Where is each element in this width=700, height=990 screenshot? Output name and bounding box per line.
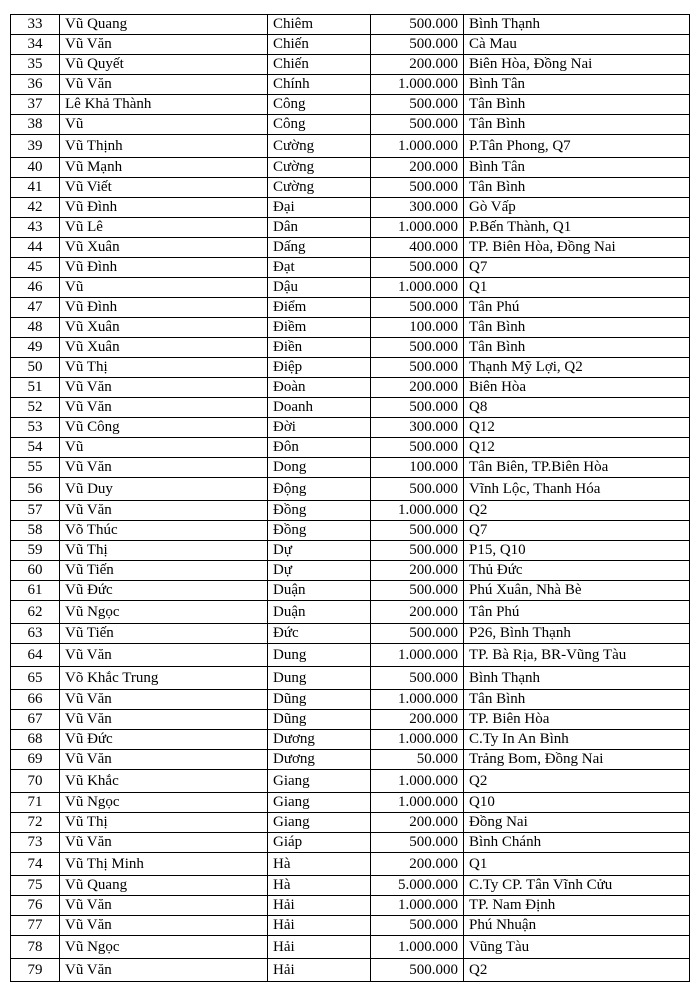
given-name-cell: Cường — [268, 158, 371, 178]
row-number-cell: 60 — [11, 561, 60, 581]
table-row — [11, 936, 690, 959]
address-cell: Thủ Đức — [464, 561, 690, 581]
table-row — [11, 298, 690, 318]
donation-amount-cell: 500.000 — [371, 15, 464, 35]
given-name-cell: Giang — [268, 770, 371, 793]
family-middle-name-cell: Vũ Duy — [60, 478, 268, 501]
table-row — [11, 418, 690, 438]
table-row — [11, 521, 690, 541]
address-cell: Bình Tân — [464, 158, 690, 178]
donation-amount-cell: 1.000.000 — [371, 730, 464, 750]
donation-amount-cell: 1.000.000 — [371, 793, 464, 813]
family-middle-name-cell: Vũ Văn — [60, 35, 268, 55]
table-row — [11, 115, 690, 135]
family-middle-name-cell: Vũ Công — [60, 418, 268, 438]
table-row — [11, 95, 690, 115]
donation-amount-cell: 200.000 — [371, 561, 464, 581]
table-row — [11, 15, 690, 35]
given-name-cell: Đạt — [268, 258, 371, 278]
given-name-cell: Đời — [268, 418, 371, 438]
address-cell: Q7 — [464, 521, 690, 541]
family-middle-name-cell: Vũ Tiến — [60, 624, 268, 644]
given-name-cell: Dấng — [268, 238, 371, 258]
donation-amount-cell: 200.000 — [371, 158, 464, 178]
family-middle-name-cell: Lê Khả Thành — [60, 95, 268, 115]
family-middle-name-cell: Vũ Xuân — [60, 318, 268, 338]
address-cell: Tân Bình — [464, 178, 690, 198]
address-cell: Tân Bình — [464, 690, 690, 710]
row-number-cell: 73 — [11, 833, 60, 853]
table-row — [11, 338, 690, 358]
address-cell: Tân Bình — [464, 338, 690, 358]
address-cell: Tân Bình — [464, 115, 690, 135]
given-name-cell: Đồng — [268, 501, 371, 521]
given-name-cell: Hải — [268, 936, 371, 959]
given-name-cell: Công — [268, 115, 371, 135]
given-name-cell: Duận — [268, 581, 371, 601]
row-number-cell: 57 — [11, 501, 60, 521]
table-row — [11, 55, 690, 75]
donation-amount-cell: 500.000 — [371, 298, 464, 318]
donation-amount-cell: 1.000.000 — [371, 690, 464, 710]
donation-amount-cell: 400.000 — [371, 238, 464, 258]
family-middle-name-cell: Vũ Văn — [60, 896, 268, 916]
table-row — [11, 438, 690, 458]
given-name-cell: Dương — [268, 750, 371, 770]
family-middle-name-cell: Vũ Quang — [60, 876, 268, 896]
row-number-cell: 35 — [11, 55, 60, 75]
row-number-cell: 62 — [11, 601, 60, 624]
address-cell: C.Ty CP. Tân Vĩnh Cửu — [464, 876, 690, 896]
address-cell: Thạnh Mỹ Lợi, Q2 — [464, 358, 690, 378]
given-name-cell: Đôn — [268, 438, 371, 458]
donation-amount-cell: 500.000 — [371, 398, 464, 418]
family-middle-name-cell: Vũ Đình — [60, 298, 268, 318]
given-name-cell: Điểm — [268, 298, 371, 318]
family-middle-name-cell: Vũ Văn — [60, 501, 268, 521]
table-row — [11, 158, 690, 178]
family-middle-name-cell: Vũ Ngọc — [60, 601, 268, 624]
family-middle-name-cell: Vũ Văn — [60, 75, 268, 95]
donation-amount-cell: 500.000 — [371, 258, 464, 278]
table-row — [11, 730, 690, 750]
row-number-cell: 76 — [11, 896, 60, 916]
donation-amount-cell: 500.000 — [371, 667, 464, 690]
given-name-cell: Hà — [268, 853, 371, 876]
donation-amount-cell: 500.000 — [371, 438, 464, 458]
address-cell: Tân Bình — [464, 318, 690, 338]
table-row — [11, 959, 690, 982]
row-number-cell: 55 — [11, 458, 60, 478]
address-cell: P.Bến Thành, Q1 — [464, 218, 690, 238]
table-row — [11, 398, 690, 418]
family-middle-name-cell: Vũ Đình — [60, 258, 268, 278]
family-middle-name-cell: Vũ Thị Minh — [60, 853, 268, 876]
donor-table-body — [11, 15, 690, 982]
address-cell: Q8 — [464, 398, 690, 418]
given-name-cell: Điềm — [268, 318, 371, 338]
address-cell: Gò Vấp — [464, 198, 690, 218]
address-cell: Bình Thạnh — [464, 667, 690, 690]
given-name-cell: Dương — [268, 730, 371, 750]
address-cell: Đồng Nai — [464, 813, 690, 833]
address-cell: TP. Bà Rịa, BR-Vũng Tàu — [464, 644, 690, 667]
table-row — [11, 876, 690, 896]
row-number-cell: 69 — [11, 750, 60, 770]
given-name-cell: Dũng — [268, 710, 371, 730]
donation-amount-cell: 1.000.000 — [371, 936, 464, 959]
row-number-cell: 45 — [11, 258, 60, 278]
donation-amount-cell: 500.000 — [371, 178, 464, 198]
table-row — [11, 278, 690, 298]
given-name-cell: Dự — [268, 541, 371, 561]
family-middle-name-cell: Vũ Xuân — [60, 238, 268, 258]
family-middle-name-cell: Vũ Văn — [60, 644, 268, 667]
given-name-cell: Công — [268, 95, 371, 115]
table-row — [11, 561, 690, 581]
table-row — [11, 690, 690, 710]
given-name-cell: Điệp — [268, 358, 371, 378]
given-name-cell: Hải — [268, 916, 371, 936]
table-row — [11, 358, 690, 378]
row-number-cell: 51 — [11, 378, 60, 398]
given-name-cell: Đức — [268, 624, 371, 644]
address-cell: Tân Biên, TP.Biên Hòa — [464, 458, 690, 478]
donation-amount-cell: 500.000 — [371, 959, 464, 982]
given-name-cell: Dự — [268, 561, 371, 581]
address-cell: Q2 — [464, 770, 690, 793]
row-number-cell: 46 — [11, 278, 60, 298]
table-row — [11, 35, 690, 55]
family-middle-name-cell: Vũ Thị — [60, 541, 268, 561]
donation-amount-cell: 500.000 — [371, 916, 464, 936]
family-middle-name-cell: Vũ Văn — [60, 833, 268, 853]
address-cell: Cà Mau — [464, 35, 690, 55]
address-cell: Q1 — [464, 278, 690, 298]
given-name-cell: Dung — [268, 667, 371, 690]
donation-amount-cell: 1.000.000 — [371, 896, 464, 916]
given-name-cell: Hà — [268, 876, 371, 896]
address-cell: Vĩnh Lộc, Thanh Hóa — [464, 478, 690, 501]
family-middle-name-cell: Vũ Đức — [60, 581, 268, 601]
given-name-cell: Điền — [268, 338, 371, 358]
given-name-cell: Giang — [268, 813, 371, 833]
table-row — [11, 458, 690, 478]
row-number-cell: 56 — [11, 478, 60, 501]
address-cell: Phú Xuân, Nhà Bè — [464, 581, 690, 601]
row-number-cell: 75 — [11, 876, 60, 896]
row-number-cell: 53 — [11, 418, 60, 438]
table-row — [11, 644, 690, 667]
address-cell: TP. Nam Định — [464, 896, 690, 916]
family-middle-name-cell: Vũ Ngọc — [60, 936, 268, 959]
family-middle-name-cell: Vũ Đức — [60, 730, 268, 750]
family-middle-name-cell: Vũ Văn — [60, 458, 268, 478]
family-middle-name-cell: Vũ Văn — [60, 916, 268, 936]
address-cell: Bình Chánh — [464, 833, 690, 853]
donation-amount-cell: 50.000 — [371, 750, 464, 770]
given-name-cell: Dân — [268, 218, 371, 238]
family-middle-name-cell: Vũ Văn — [60, 690, 268, 710]
table-row — [11, 258, 690, 278]
family-middle-name-cell: Vũ Văn — [60, 710, 268, 730]
donation-amount-cell: 5.000.000 — [371, 876, 464, 896]
row-number-cell: 49 — [11, 338, 60, 358]
address-cell: Q2 — [464, 959, 690, 982]
given-name-cell: Dung — [268, 644, 371, 667]
row-number-cell: 52 — [11, 398, 60, 418]
address-cell: Vũng Tàu — [464, 936, 690, 959]
table-row — [11, 198, 690, 218]
row-number-cell: 36 — [11, 75, 60, 95]
donation-amount-cell: 200.000 — [371, 853, 464, 876]
row-number-cell: 63 — [11, 624, 60, 644]
given-name-cell: Hải — [268, 959, 371, 982]
row-number-cell: 54 — [11, 438, 60, 458]
donation-amount-cell: 1.000.000 — [371, 218, 464, 238]
table-row — [11, 601, 690, 624]
row-number-cell: 58 — [11, 521, 60, 541]
given-name-cell: Đoàn — [268, 378, 371, 398]
table-row — [11, 378, 690, 398]
donation-amount-cell: 500.000 — [371, 581, 464, 601]
donation-amount-cell: 500.000 — [371, 521, 464, 541]
family-middle-name-cell: Vũ Khắc — [60, 770, 268, 793]
donation-amount-cell: 200.000 — [371, 378, 464, 398]
family-middle-name-cell: Vũ Thị — [60, 813, 268, 833]
family-middle-name-cell: Vũ — [60, 115, 268, 135]
donor-table — [10, 14, 690, 982]
table-row — [11, 770, 690, 793]
given-name-cell: Chiêm — [268, 15, 371, 35]
donation-amount-cell: 1.000.000 — [371, 278, 464, 298]
table-row — [11, 478, 690, 501]
address-cell: Tân Phú — [464, 298, 690, 318]
address-cell: P26, Bình Thạnh — [464, 624, 690, 644]
given-name-cell: Giáp — [268, 833, 371, 853]
donation-amount-cell: 500.000 — [371, 478, 464, 501]
donation-amount-cell: 200.000 — [371, 813, 464, 833]
row-number-cell: 48 — [11, 318, 60, 338]
given-name-cell: Động — [268, 478, 371, 501]
given-name-cell: Đồng — [268, 521, 371, 541]
family-middle-name-cell: Vũ — [60, 438, 268, 458]
row-number-cell: 64 — [11, 644, 60, 667]
donation-amount-cell: 200.000 — [371, 601, 464, 624]
family-middle-name-cell: Vũ Đình — [60, 198, 268, 218]
given-name-cell: Chính — [268, 75, 371, 95]
family-middle-name-cell: Vũ Ngọc — [60, 793, 268, 813]
donation-amount-cell: 1.000.000 — [371, 135, 464, 158]
row-number-cell: 61 — [11, 581, 60, 601]
donation-amount-cell: 300.000 — [371, 418, 464, 438]
table-row — [11, 793, 690, 813]
given-name-cell: Dong — [268, 458, 371, 478]
family-middle-name-cell: Vũ Văn — [60, 959, 268, 982]
table-row — [11, 238, 690, 258]
address-cell: P.Tân Phong, Q7 — [464, 135, 690, 158]
family-middle-name-cell: Vũ Văn — [60, 398, 268, 418]
address-cell: Q12 — [464, 438, 690, 458]
address-cell: Bình Tân — [464, 75, 690, 95]
table-row — [11, 916, 690, 936]
row-number-cell: 67 — [11, 710, 60, 730]
family-middle-name-cell: Vũ Xuân — [60, 338, 268, 358]
given-name-cell: Chiến — [268, 35, 371, 55]
donation-amount-cell: 500.000 — [371, 95, 464, 115]
table-row — [11, 318, 690, 338]
donation-amount-cell: 300.000 — [371, 198, 464, 218]
table-row — [11, 178, 690, 198]
family-middle-name-cell: Vũ Viết — [60, 178, 268, 198]
given-name-cell: Chiến — [268, 55, 371, 75]
address-cell: Biên Hòa, Đồng Nai — [464, 55, 690, 75]
address-cell: Q2 — [464, 501, 690, 521]
row-number-cell: 42 — [11, 198, 60, 218]
row-number-cell: 39 — [11, 135, 60, 158]
address-cell: TP. Biên Hòa — [464, 710, 690, 730]
family-middle-name-cell: Vũ Mạnh — [60, 158, 268, 178]
row-number-cell: 33 — [11, 15, 60, 35]
given-name-cell: Dũng — [268, 690, 371, 710]
row-number-cell: 79 — [11, 959, 60, 982]
row-number-cell: 71 — [11, 793, 60, 813]
row-number-cell: 41 — [11, 178, 60, 198]
given-name-cell: Dậu — [268, 278, 371, 298]
row-number-cell: 47 — [11, 298, 60, 318]
row-number-cell: 78 — [11, 936, 60, 959]
donation-amount-cell: 500.000 — [371, 358, 464, 378]
donation-amount-cell: 500.000 — [371, 624, 464, 644]
given-name-cell: Cường — [268, 178, 371, 198]
family-middle-name-cell: Vũ Quyết — [60, 55, 268, 75]
donation-amount-cell: 1.000.000 — [371, 501, 464, 521]
address-cell: Biên Hòa — [464, 378, 690, 398]
row-number-cell: 68 — [11, 730, 60, 750]
table-row — [11, 813, 690, 833]
table-row — [11, 135, 690, 158]
donation-amount-cell: 1.000.000 — [371, 75, 464, 95]
table-row — [11, 853, 690, 876]
donation-amount-cell: 1.000.000 — [371, 644, 464, 667]
table-row — [11, 581, 690, 601]
row-number-cell: 40 — [11, 158, 60, 178]
donation-amount-cell: 500.000 — [371, 541, 464, 561]
family-middle-name-cell: Vũ Văn — [60, 378, 268, 398]
donation-amount-cell: 500.000 — [371, 833, 464, 853]
row-number-cell: 66 — [11, 690, 60, 710]
table-row — [11, 710, 690, 730]
row-number-cell: 38 — [11, 115, 60, 135]
given-name-cell: Giang — [268, 793, 371, 813]
address-cell: Q1 — [464, 853, 690, 876]
donation-amount-cell: 500.000 — [371, 338, 464, 358]
donation-amount-cell: 100.000 — [371, 318, 464, 338]
row-number-cell: 37 — [11, 95, 60, 115]
table-row — [11, 896, 690, 916]
given-name-cell: Duận — [268, 601, 371, 624]
given-name-cell: Doanh — [268, 398, 371, 418]
row-number-cell: 70 — [11, 770, 60, 793]
family-middle-name-cell: Vũ Văn — [60, 750, 268, 770]
donation-amount-cell: 200.000 — [371, 710, 464, 730]
table-row — [11, 667, 690, 690]
address-cell: Phú Nhuận — [464, 916, 690, 936]
row-number-cell: 34 — [11, 35, 60, 55]
row-number-cell: 74 — [11, 853, 60, 876]
address-cell: Trảng Bom, Đồng Nai — [464, 750, 690, 770]
row-number-cell: 77 — [11, 916, 60, 936]
address-cell: Tân Bình — [464, 95, 690, 115]
address-cell: Bình Thạnh — [464, 15, 690, 35]
table-row — [11, 624, 690, 644]
table-row — [11, 75, 690, 95]
row-number-cell: 44 — [11, 238, 60, 258]
family-middle-name-cell: Vũ Lê — [60, 218, 268, 238]
donation-amount-cell: 200.000 — [371, 55, 464, 75]
given-name-cell: Đại — [268, 198, 371, 218]
address-cell: C.Ty In An Bình — [464, 730, 690, 750]
address-cell: Q12 — [464, 418, 690, 438]
given-name-cell: Cường — [268, 135, 371, 158]
table-row — [11, 218, 690, 238]
donation-amount-cell: 1.000.000 — [371, 770, 464, 793]
donation-amount-cell: 100.000 — [371, 458, 464, 478]
row-number-cell: 43 — [11, 218, 60, 238]
donation-amount-cell: 500.000 — [371, 115, 464, 135]
table-row — [11, 541, 690, 561]
family-middle-name-cell: Võ Khắc Trung — [60, 667, 268, 690]
row-number-cell: 59 — [11, 541, 60, 561]
row-number-cell: 65 — [11, 667, 60, 690]
family-middle-name-cell: Vũ Quang — [60, 15, 268, 35]
family-middle-name-cell: Vũ Thịnh — [60, 135, 268, 158]
family-middle-name-cell: Vũ — [60, 278, 268, 298]
row-number-cell: 72 — [11, 813, 60, 833]
table-row — [11, 833, 690, 853]
address-cell: P15, Q10 — [464, 541, 690, 561]
address-cell: Q10 — [464, 793, 690, 813]
address-cell: Tân Phú — [464, 601, 690, 624]
table-row — [11, 501, 690, 521]
row-number-cell: 50 — [11, 358, 60, 378]
given-name-cell: Hải — [268, 896, 371, 916]
table-row — [11, 750, 690, 770]
family-middle-name-cell: Vũ Thị — [60, 358, 268, 378]
donation-amount-cell: 500.000 — [371, 35, 464, 55]
address-cell: Q7 — [464, 258, 690, 278]
family-middle-name-cell: Võ Thúc — [60, 521, 268, 541]
family-middle-name-cell: Vũ Tiến — [60, 561, 268, 581]
address-cell: TP. Biên Hòa, Đồng Nai — [464, 238, 690, 258]
